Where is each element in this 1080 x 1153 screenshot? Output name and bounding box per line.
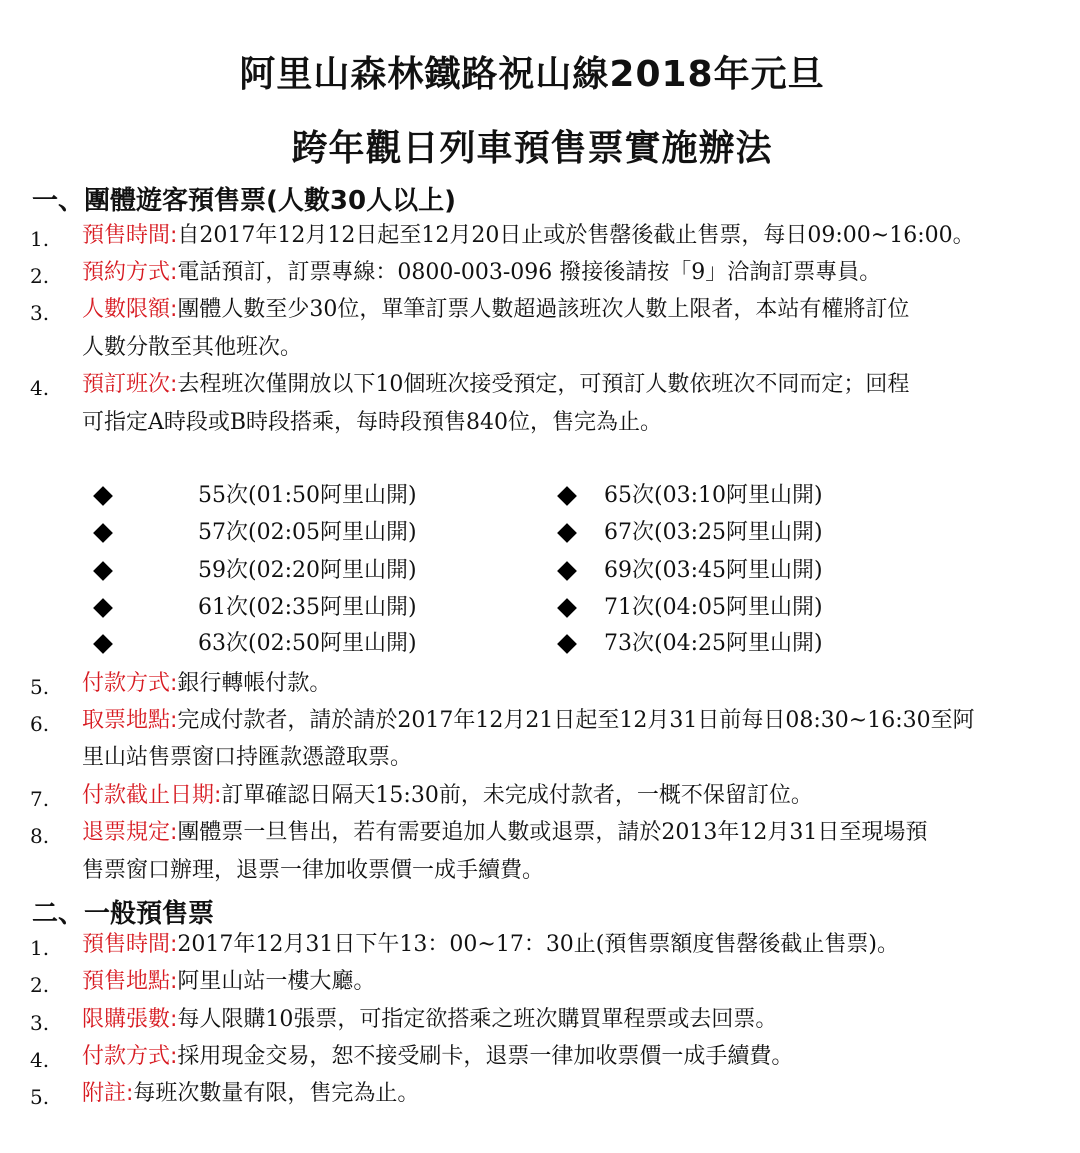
item-continuation: 人數分散至其他班次。: [82, 335, 303, 360]
item-number: 5.: [30, 675, 50, 699]
item-number: 1.: [30, 936, 50, 960]
item-label: 退票規定:: [82, 820, 178, 845]
item-label: 預售地點:: [82, 969, 178, 994]
item-text: 電話預訂，訂票專線：0800-003-096 撥接後請按「9」洽詢訂票專員。: [177, 260, 882, 285]
item-line: [82, 222, 975, 250]
item-number: 5.: [30, 1085, 50, 1109]
diamond-bullet-icon: [93, 561, 113, 581]
item-number: 2.: [30, 973, 50, 997]
item-number: 7.: [30, 787, 50, 811]
item-text: 阿里山站一樓大廳。: [177, 969, 376, 994]
train-item: 55次(01:50阿里山開): [198, 483, 417, 508]
item-line: [82, 259, 881, 287]
item-label: 付款方式:: [82, 671, 178, 696]
item-label: 付款截止日期:: [82, 783, 222, 808]
item-label: 預售時間:: [82, 932, 178, 957]
item-number: 4.: [30, 376, 50, 400]
train-item: 71次(04:05阿里山開): [604, 595, 823, 620]
diamond-bullet-icon: [557, 523, 577, 543]
item-line: [82, 819, 927, 847]
item-continuation: 里山站售票窗口持匯款憑證取票。: [82, 745, 413, 770]
item-label: 預訂班次:: [82, 372, 178, 397]
item-text: 每人限購10張票，可指定欲搭乘之班次購買單程票或去回票。: [177, 1007, 778, 1032]
train-item: 67次(03:25阿里山開): [604, 520, 823, 545]
train-item: 57次(02:05阿里山開): [198, 520, 417, 545]
diamond-bullet-icon: [557, 598, 577, 618]
item-text: 團體票一旦售出，若有需要追加人數或退票，請於2013年12月31日至現場預: [177, 820, 928, 845]
section1-heading: 一、團體遊客預售票(人數30人以上): [32, 186, 456, 216]
diamond-bullet-icon: [93, 634, 113, 654]
item-line: [82, 1080, 419, 1108]
item-label: 人數限額:: [82, 297, 178, 322]
item-text: 每班次數量有限，售完為止。: [133, 1081, 420, 1106]
train-item: 63次(02:50阿里山開): [198, 631, 417, 656]
item-line: [82, 1006, 777, 1034]
diamond-bullet-icon: [93, 523, 113, 543]
section2-heading: 二、一般預售票: [32, 899, 215, 929]
diamond-bullet-icon: [557, 486, 577, 506]
item-line: [82, 1043, 793, 1071]
item-number: 3.: [30, 1011, 50, 1035]
item-line: [82, 296, 909, 324]
item-number: 8.: [30, 824, 50, 848]
train-item: 69次(03:45阿里山開): [604, 558, 823, 583]
item-label: 預約方式:: [82, 260, 178, 285]
item-text: 2017年12月31日下午13：00~17：30止(預售票額度售罄後截止售票)。: [177, 932, 899, 957]
train-item: 59次(02:20阿里山開): [198, 558, 417, 583]
diamond-bullet-icon: [557, 561, 577, 581]
item-line: [82, 670, 331, 698]
train-item: 61次(02:35阿里山開): [198, 595, 417, 620]
item-number: 1.: [30, 227, 50, 251]
item-text: 團體人數至少30位，單筆訂票人數超過該班次人數上限者，本站有權將訂位: [177, 297, 910, 322]
item-label: 限購張數:: [82, 1007, 178, 1032]
item-label: 附註:: [82, 1081, 134, 1106]
item-text: 訂單確認日隔天15:30前，未完成付款者，一概不保留訂位。: [221, 783, 813, 808]
item-number: 3.: [30, 301, 50, 325]
item-label: 付款方式:: [82, 1044, 178, 1069]
diamond-bullet-icon: [557, 634, 577, 654]
document-title-line1: 阿里山森林鐵路祝山線2018年元旦: [239, 54, 825, 95]
item-line: [82, 782, 813, 810]
item-text: 銀行轉帳付款。: [177, 671, 332, 696]
item-line: [82, 931, 899, 959]
document-title-line2: 跨年觀日列車預售票實施辦法: [291, 128, 773, 169]
item-text: 採用現金交易，恕不接受刷卡，退票一律加收票價一成手續費。: [177, 1044, 794, 1069]
train-item: 73次(04:25阿里山開): [604, 631, 823, 656]
item-label: 預售時間:: [82, 223, 178, 248]
item-text: 完成付款者，請於請於2017年12月21日起至12月31日前每日08:30~16:30至阿: [177, 708, 975, 733]
item-text: 去程班次僅開放以下10個班次接受預定，可預訂人數依班次不同而定；回程: [177, 372, 910, 397]
item-number: 4.: [30, 1048, 50, 1072]
diamond-bullet-icon: [93, 598, 113, 618]
item-line: [82, 968, 375, 996]
item-continuation: 可指定A時段或B時段搭乘，每時段預售840位，售完為止。: [82, 410, 663, 435]
item-line: [82, 371, 909, 399]
item-number: 2.: [30, 264, 50, 288]
train-item: 65次(03:10阿里山開): [604, 483, 823, 508]
item-number: 6.: [30, 712, 50, 736]
item-text: 自2017年12月12日起至12月20日止或於售罄後截止售票，每日09:00~16:00。: [177, 223, 975, 248]
item-label: 取票地點:: [82, 708, 178, 733]
diamond-bullet-icon: [93, 486, 113, 506]
item-line: [82, 707, 975, 735]
item-continuation: 售票窗口辦理，退票一律加收票價一成手續費。: [82, 858, 545, 883]
